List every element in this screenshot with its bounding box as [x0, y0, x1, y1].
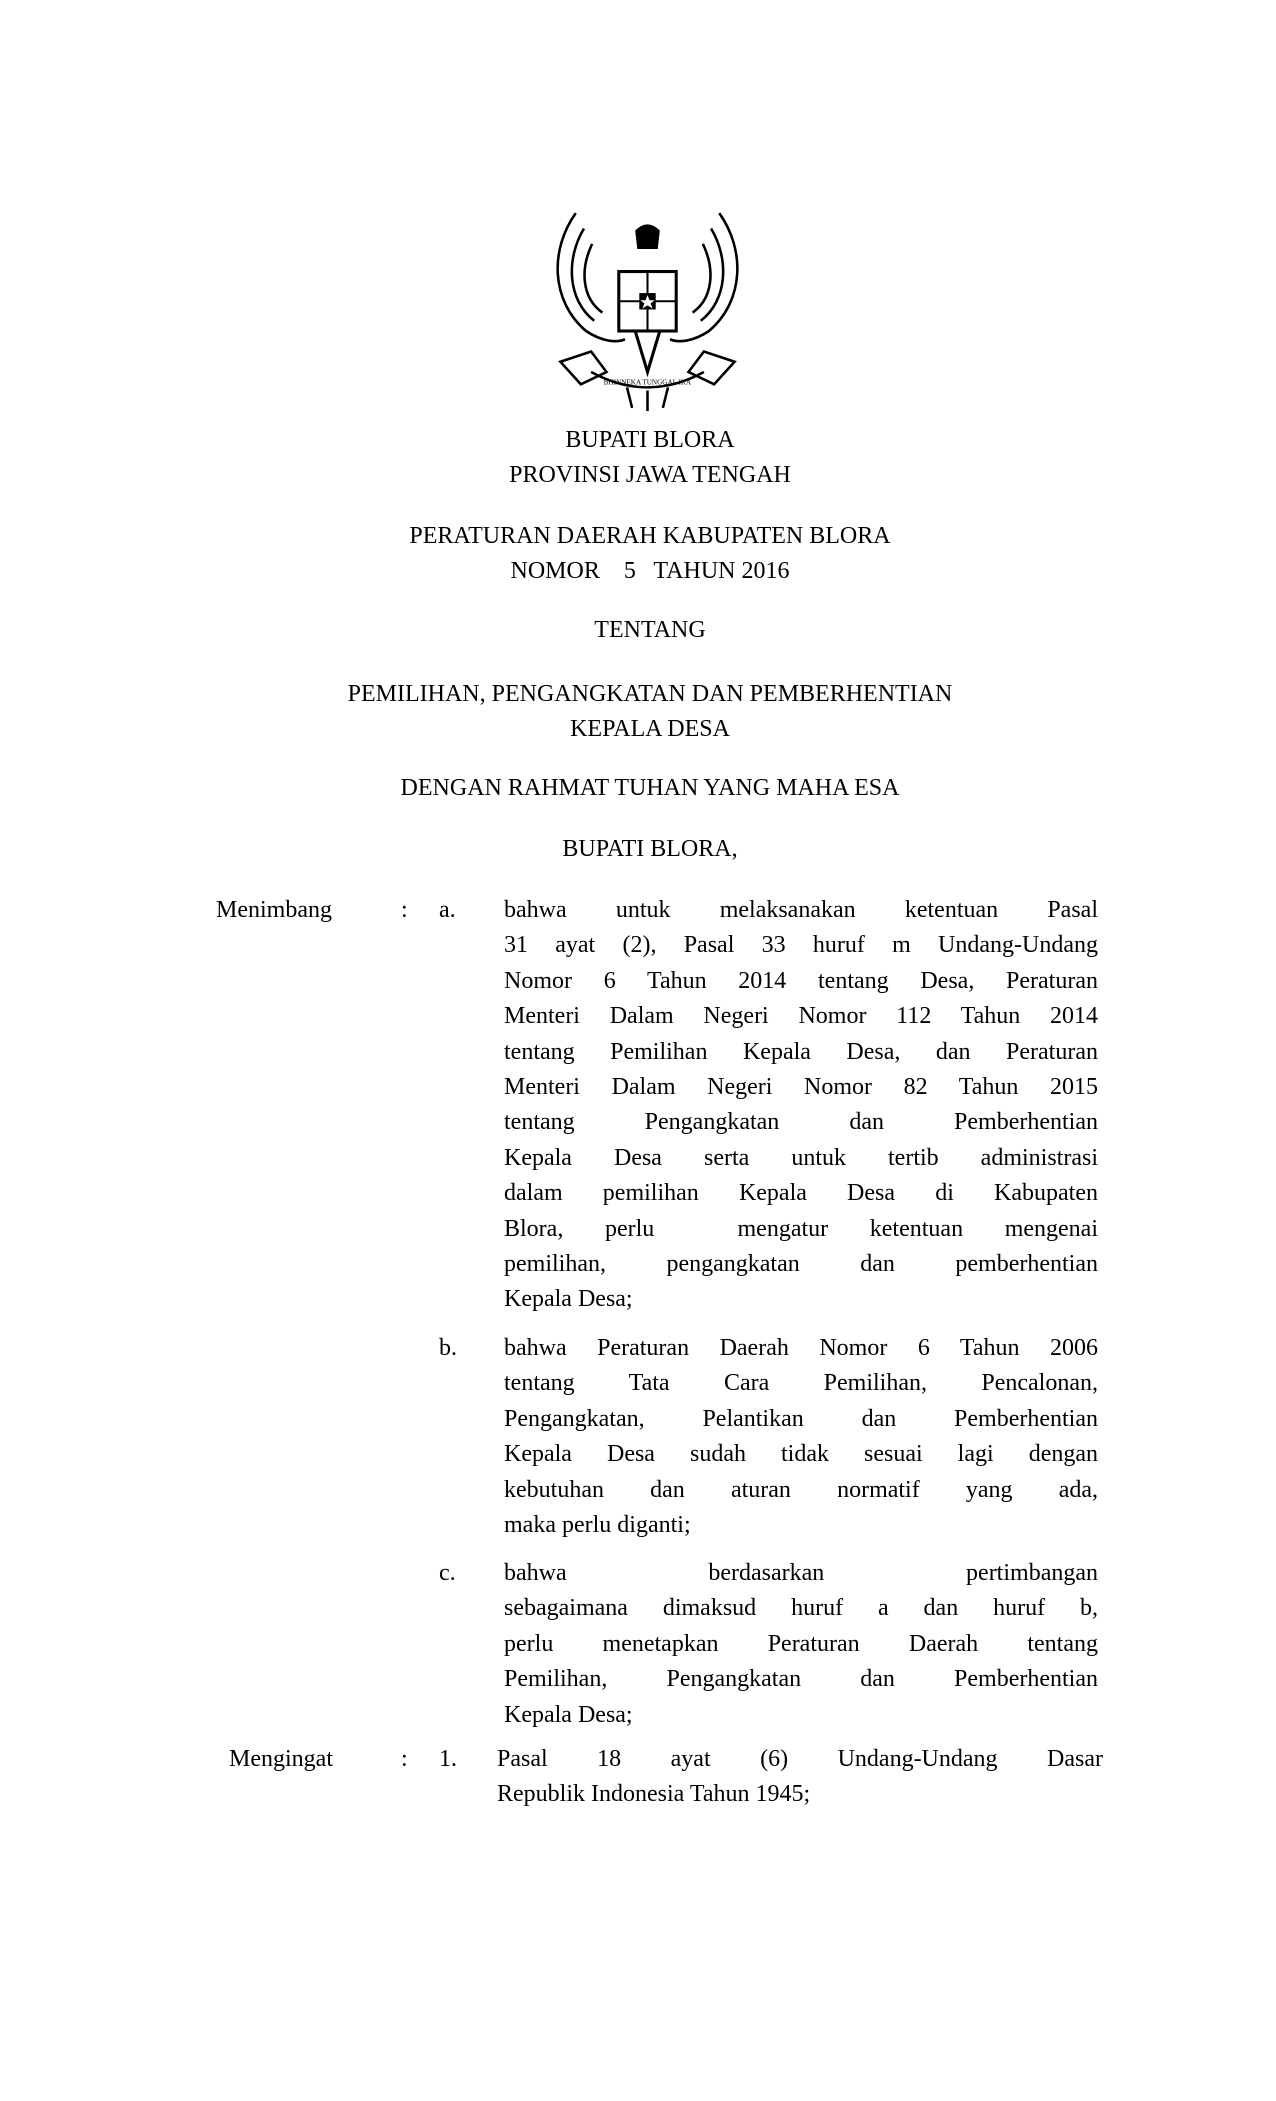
item-marker: 1. — [439, 1746, 457, 1772]
menimbang-label: Menimbang — [216, 897, 332, 923]
line: tentang Tata Cara Pemilihan, Pencalonan, — [504, 1370, 1098, 1397]
line: Kepala Desa sudah tidak sesuai lagi dengan — [504, 1441, 1098, 1468]
subject-line-1: PEMILIHAN, PENGANGKATAN DAN PEMBERHENTIAN — [347, 681, 953, 707]
invocation: DENGAN RAHMAT TUHAN YANG MAHA ESA — [400, 775, 900, 801]
regulation-number: NOMOR 5 TAHUN 2016 — [510, 558, 790, 584]
line: Nomor 6 Tahun 2014 tentang Desa, Peraturan — [504, 967, 1098, 994]
line: dalam pemilihan Kepala Desa di Kabupaten — [504, 1180, 1098, 1207]
line: tentang Pemilihan Kepala Desa, dan Peraturan — [504, 1038, 1098, 1065]
line: Kepala Desa; — [504, 1286, 633, 1313]
about-heading: TENTANG — [594, 617, 706, 643]
menimbang-item-b — [504, 1331, 1098, 1543]
line: Pengangkatan, Pelantikan dan Pemberhentian — [504, 1405, 1098, 1432]
item-marker: b. — [439, 1335, 457, 1361]
mengingat-item-1 — [497, 1742, 1103, 1813]
line: bahwa untuk melaksanakan ketentuan Pasal — [504, 897, 1098, 923]
line: Pemilihan, Pengangkatan dan Pemberhentian — [504, 1666, 1098, 1693]
item-marker: a. — [439, 897, 456, 923]
line: sebagaimana dimaksud huruf a dan huruf b, — [504, 1595, 1098, 1622]
line: tentang Pengangkatan dan Pemberhentian — [504, 1109, 1098, 1136]
line: bahwa Peraturan Daerah Nomor 6 Tahun 2006 — [504, 1335, 1098, 1361]
emblem-motto: BHINNEKA TUNGGAL IKA — [603, 378, 692, 387]
mengingat-colon: : — [401, 1746, 408, 1772]
line: bahwa berdasarkan pertimbangan — [504, 1560, 1098, 1586]
item-marker: c. — [439, 1560, 456, 1586]
menimbang-item-c — [504, 1556, 1098, 1733]
line: Menteri Dalam Negeri Nomor 82 Tahun 2015 — [504, 1074, 1098, 1101]
header-province: PROVINSI JAWA TENGAH — [509, 462, 791, 488]
line: Pasal 18 ayat (6) Undang-Undang Dasar — [497, 1746, 1103, 1772]
garuda-pancasila-emblem — [545, 208, 750, 413]
line: Republik Indonesia Tahun 1945; — [497, 1781, 811, 1808]
issuer: BUPATI BLORA, — [562, 836, 738, 862]
menimbang-item-a — [504, 893, 1098, 1318]
line: kebutuhan dan aturan normatif yang ada, — [504, 1476, 1098, 1503]
line: Blora, perlu mengatur ketentuan mengenai — [504, 1215, 1098, 1242]
line: Kepala Desa serta untuk tertib administrasi — [504, 1144, 1098, 1171]
menimbang-colon: : — [401, 897, 408, 923]
line: perlu menetapkan Peraturan Daerah tentang — [504, 1630, 1098, 1657]
line: Menteri Dalam Negeri Nomor 112 Tahun 2014 — [504, 1003, 1098, 1030]
line: maka perlu diganti; — [504, 1512, 691, 1539]
subject-line-2: KEPALA DESA — [570, 716, 730, 742]
regulation-title: PERATURAN DAERAH KABUPATEN BLORA — [409, 523, 891, 549]
line: Kepala Desa; — [504, 1701, 633, 1728]
line: 31 ayat (2), Pasal 33 huruf m Undang-Undang — [504, 932, 1098, 959]
line: pemilihan, pengangkatan dan pemberhentian — [504, 1251, 1098, 1278]
mengingat-label: Mengingat — [229, 1746, 333, 1772]
header-issuer-line: BUPATI BLORA — [565, 427, 735, 453]
